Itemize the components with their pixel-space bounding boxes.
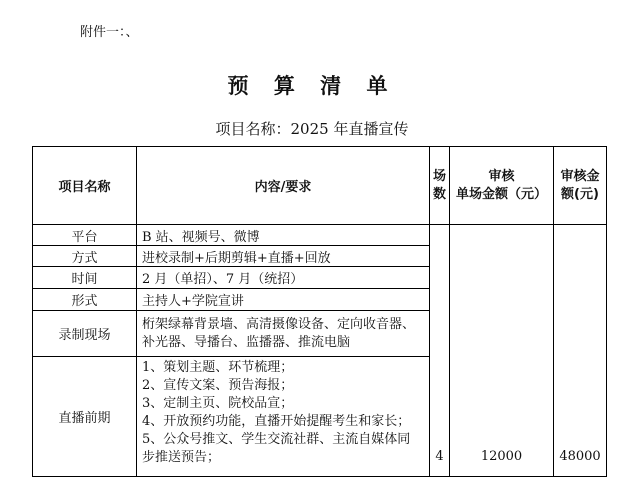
row-name: 录制现场 xyxy=(33,311,137,357)
content-line: 桁架绿幕背景墙、高清摄像设备、定向收音器、 xyxy=(142,316,416,332)
content-line: 5、公众号推文、学生交流社群、主流自媒体同 xyxy=(142,432,411,447)
col-item-name: 项目名称 xyxy=(33,147,137,225)
attachment-label: 附件一：、 xyxy=(80,25,139,40)
col-total-line1: 审核金 xyxy=(560,168,600,184)
project-name: 项目名称：2025 年直播宣传 xyxy=(215,120,409,138)
row-name: 平台 xyxy=(33,225,137,246)
col-count-line2: 数 xyxy=(432,186,446,202)
col-total-amount xyxy=(554,147,607,225)
row-name: 形式 xyxy=(33,289,137,311)
content-line: 1、策划主题、环节梳理； xyxy=(142,360,294,375)
table-row xyxy=(33,225,607,246)
col-unit-line1: 审核 xyxy=(488,168,515,184)
row-content: 主持人+学院宣讲 xyxy=(137,289,430,311)
count-cell: 4 xyxy=(430,225,450,477)
col-count-line1: 场 xyxy=(432,168,446,184)
budget-table xyxy=(32,146,607,477)
row-content xyxy=(137,357,430,477)
col-unit-amount xyxy=(450,147,554,225)
document-title: 预 算 清 单 xyxy=(227,73,397,98)
row-content xyxy=(137,311,430,357)
row-name: 方式 xyxy=(33,246,137,267)
col-total-line2: 额(元) xyxy=(561,186,599,202)
row-content: 2 月（单招）、7 月（统招） xyxy=(137,267,430,289)
content-line: 2、宣传文案、预告海报； xyxy=(142,378,294,393)
row-name: 时间 xyxy=(33,267,137,289)
content-line: 3、定制主页、院校品宣； xyxy=(142,396,294,411)
content-line: 补光器、导播台、监播器、推流电脑 xyxy=(142,334,351,350)
row-name: 直播前期 xyxy=(33,357,137,477)
col-count xyxy=(430,147,450,225)
unit-amount-cell: 12000 xyxy=(450,225,554,477)
row-content: B 站、视频号、微博 xyxy=(137,225,430,246)
row-content: 进校录制+后期剪辑+直播+回放 xyxy=(137,246,430,267)
table-header-row xyxy=(33,147,607,225)
content-line: 步推送预告； xyxy=(142,450,221,465)
content-line: 4、开放预约功能，直播开始提醒考生和家长； xyxy=(142,414,411,429)
col-unit-line2: 单场金额（元） xyxy=(455,186,547,202)
total-amount-cell: 48000 xyxy=(554,225,607,477)
col-content: 内容/要求 xyxy=(137,147,430,225)
